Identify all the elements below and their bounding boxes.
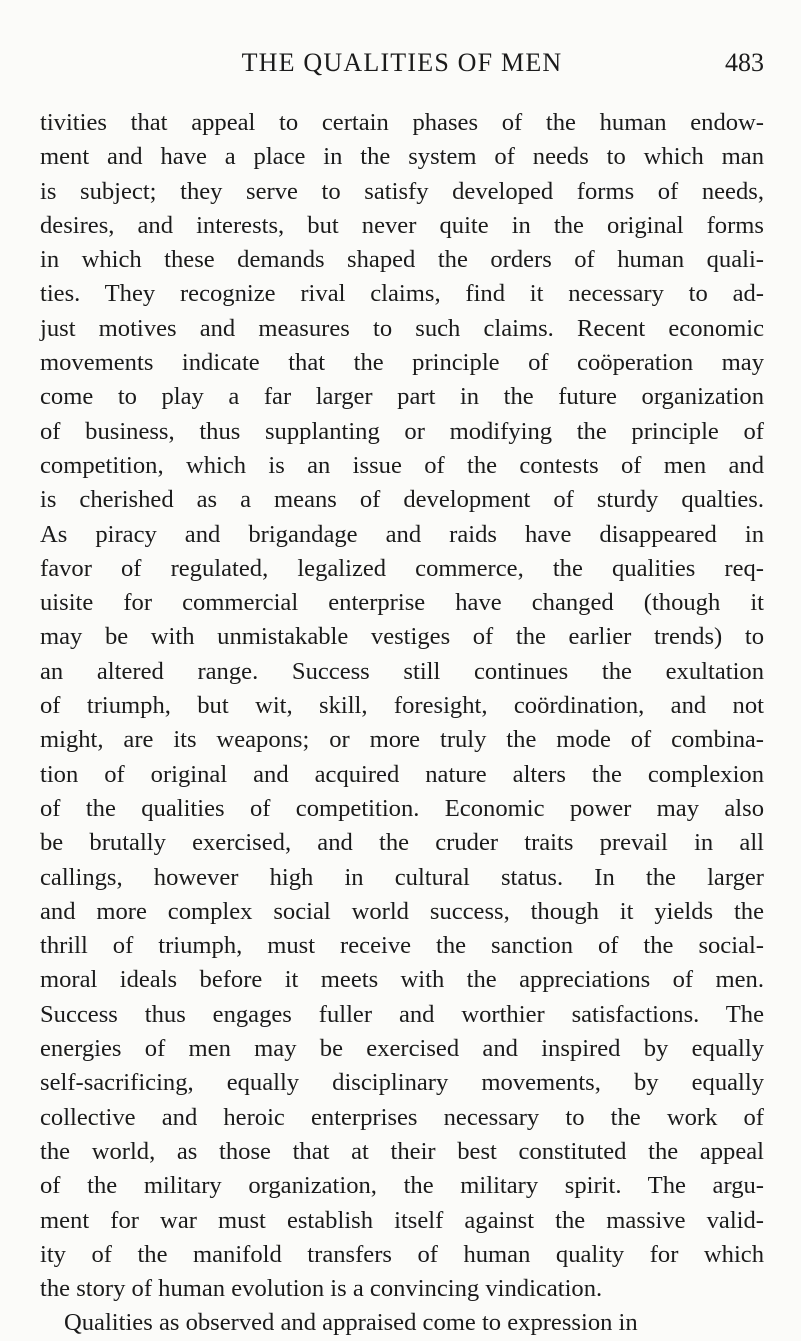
running-head-title: THE QUALITIES OF MEN [241, 48, 563, 77]
body-text [40, 106, 764, 1341]
text-line: moral ideals before it meets with the appreciations of men. [40, 966, 764, 994]
text-line: As piracy and brigandage and raids have disappeared in [40, 520, 764, 548]
text-line: and more complex social world success, though it yields the [40, 897, 764, 925]
text-line: thrill of triumph, must receive the sanction of the social- [40, 932, 764, 960]
text-line: tivities that appeal to certain phases of the human endow- [40, 109, 764, 136]
text-line: collective and heroic enterprises necessary to the work of [40, 1103, 764, 1131]
text-line: ties. They recognize rival claims, find it necessary to ad- [40, 280, 764, 308]
text-line: be brutally exercised, and the cruder traits prevail in all [40, 829, 764, 857]
text-line: an altered range. Success still continues the exultation [40, 657, 764, 685]
text-line: of the military organization, the military spirit. The argu- [40, 1172, 764, 1200]
text-line: self-sacrificing, equally disciplinary movements, by equally [40, 1069, 764, 1097]
text-line: desires, and interests, but never quite in the original forms [40, 211, 764, 239]
text-line: of business, thus supplanting or modifying the principle of [40, 417, 764, 445]
text-line: ment and have a place in the system of needs to which man [40, 143, 764, 171]
text-line: in which these demands shaped the orders of human quali- [40, 246, 764, 274]
text-line: come to play a far larger part in the future organization [40, 383, 764, 411]
text-line: favor of regulated, legalized commerce, the qualities req- [40, 554, 764, 582]
text-line: just motives and measures to such claims. Recent economic [40, 314, 764, 342]
text-line: the world, as those that at their best constituted the appeal [40, 1137, 764, 1165]
page-number: 483 [725, 48, 764, 77]
text-line: ment for war must establish itself against the massive valid- [40, 1206, 764, 1234]
text-line: energies of men may be exercised and inspired by equally [40, 1035, 764, 1063]
text-line: tion of original and acquired nature alters the complexion [40, 760, 764, 788]
text-line: is subject; they serve to satisfy developed forms of needs, [40, 177, 764, 205]
text-line-paragraph-end: the story of human evolution is a convincing vindication. [40, 1275, 603, 1303]
text-line: Success thus engages fuller and worthier satisfactions. The [40, 1000, 764, 1028]
text-line: might, are its weapons; or more truly the mode of combina- [40, 726, 764, 754]
text-line: is cherished as a means of development of sturdy qualties. [40, 486, 764, 514]
text-line: competition, which is an issue of the contests of men and [40, 451, 764, 479]
text-line: callings, however high in cultural status. In the larger [40, 863, 764, 891]
text-line: of triumph, but wit, skill, foresight, coördination, and not [40, 692, 764, 720]
text-line: ity of the manifold transfers of human quality for which [40, 1240, 764, 1268]
text-line: may be with unmistakable vestiges of the earlier trends) to [40, 623, 764, 651]
text-line: movements indicate that the principle of coöperation may [40, 349, 764, 377]
text-line: uisite for commercial enterprise have changed (though it [40, 589, 764, 617]
text-line: of the qualities of competition. Economic power may also [40, 794, 764, 822]
running-head [40, 45, 764, 81]
text-line-paragraph-start: Qualities as observed and appraised come to expression in [64, 1309, 638, 1337]
